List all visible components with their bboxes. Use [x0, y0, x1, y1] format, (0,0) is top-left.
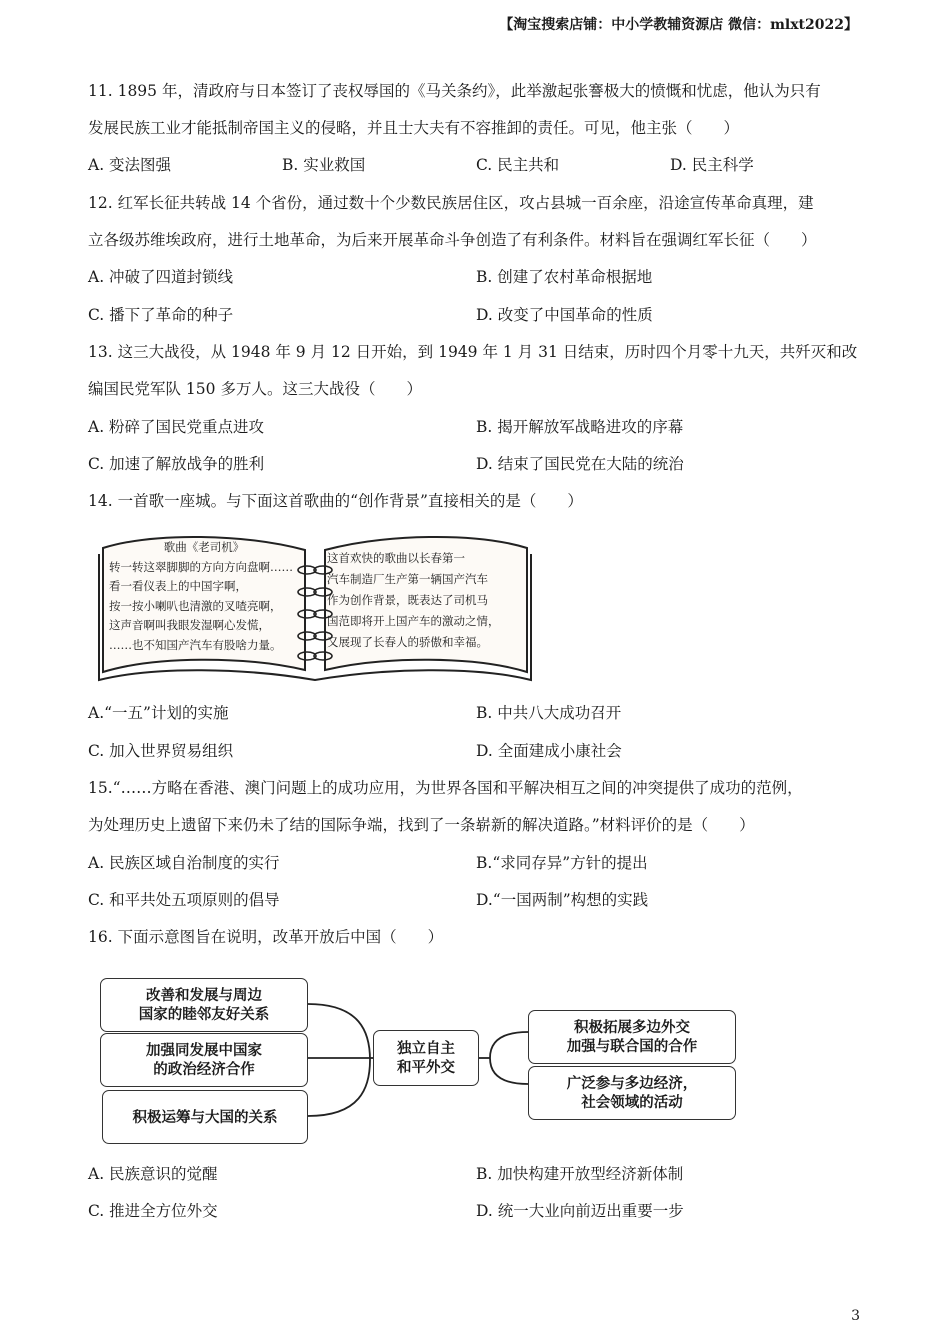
q11-option-c: C. 民主共和	[476, 156, 560, 174]
box-text: 和平外交	[397, 1059, 455, 1076]
q14-option-b: B. 中共八大成功召开	[476, 704, 622, 722]
q16-option-b: B. 加快构建开放型经济新体制	[476, 1165, 684, 1183]
book-left-page	[109, 538, 299, 655]
q12-option-b: B. 创建了农村革命根据地	[476, 268, 653, 286]
q13-option-a: A. 粉碎了国民党重点进攻	[88, 418, 265, 436]
q16-option-c: C. 推进全方位外交	[88, 1202, 218, 1220]
q16-option-d: D. 统一大业向前迈出重要一步	[476, 1202, 684, 1220]
q14-option-d: D. 全面建成小康社会	[476, 742, 622, 760]
q13-stem-line2: 编国民党军队 150 多万人。这三大战役（ ）	[88, 380, 422, 398]
q14-stem: 14. 一首歌一座城。与下面这首歌曲的“创作背景”直接相关的是（ ）	[88, 492, 583, 510]
q16-option-a: A. 民族意识的觉醒	[88, 1165, 218, 1183]
q14-option-a: A.“一五”计划的实施	[88, 704, 229, 722]
open-book-figure	[95, 530, 535, 685]
lyric-line: 按一按小喇叭也清激的叉喳亮啊，	[109, 598, 282, 613]
q11-option-b: B. 实业救国	[282, 156, 366, 174]
box-text: 改善和发展与周边	[146, 987, 262, 1004]
box-text: 广泛参与多边经济，	[566, 1075, 698, 1092]
q11-stem-line1: 11. 1895 年，清政府与日本签订了丧权辱国的《马关条约》，此举激起张謇极大的愤慨和忧虑，他认为只有	[88, 82, 821, 100]
q11-option-d: D. 民主科学	[670, 156, 754, 174]
box-multilateral-economy	[528, 1066, 736, 1120]
box-text: 加强同发展中国家	[146, 1042, 262, 1059]
page-header: 【淘宝搜索店铺：中小学教辅资源店 微信：mlxt2022】	[499, 17, 858, 33]
box-text: 国家的睦邻友好关系	[138, 1006, 270, 1023]
q12-stem-line1: 12. 红军长征共转战 14 个省份，通过数十个少数民族居住区，攻占县城一百余座，沿途宣传革命真理，建	[88, 194, 814, 212]
q15-option-b: B.“求同存异”方针的提出	[476, 854, 648, 872]
q15-stem-line1: 15.“……方略在香港、澳门问题上的成功应用，为世界各国和平解决相互之间的冲突提供了成功的范例，	[88, 779, 803, 797]
q16-stem: 16. 下面示意图旨在说明，改革开放后中国（ ）	[88, 928, 444, 946]
q15-option-c: C. 和平共处五项原则的倡导	[88, 891, 280, 909]
q11-option-a: A. 变法图强	[88, 156, 172, 174]
q12-stem-line2: 立各级苏维埃政府，进行土地革命，为后来开展革命斗争创造了有利条件。材料旨在强调红军长征（ ）	[88, 231, 817, 249]
box-text: 社会领域的活动	[581, 1094, 683, 1111]
box-neighbor-relations	[100, 978, 308, 1032]
lyric-line: 这声音啊叫我眼发湿啊心发慌，	[109, 618, 270, 632]
q13-option-c: C. 加速了解放战争的胜利	[88, 455, 265, 473]
q13-stem-line1: 13. 这三大战役，从 1948 年 9 月 12 日开始，到 1949 年 1 月 31 日结束，历时四个月零十九天，共歼灭和改	[88, 343, 858, 361]
q15-option-a: A. 民族区域自治制度的实行	[88, 854, 280, 872]
lyric-line: 看一看仪表上的中国字啊，	[109, 579, 247, 593]
box-independent-peaceful-diplomacy	[373, 1030, 479, 1086]
box-text: 独立自主	[397, 1040, 455, 1057]
q12-option-d: D. 改变了中国革命的性质	[476, 306, 653, 324]
background-line: 这首欢快的歌曲以长春第一	[327, 551, 465, 565]
q13-option-b: B. 揭开解放军战略进攻的序幕	[476, 418, 684, 436]
lyric-line: ……也不知国产汽车有股啥力量。	[109, 637, 282, 652]
q12-option-a: A. 冲破了四道封锁线	[88, 268, 234, 286]
page-number: 3	[851, 1308, 860, 1324]
song-title: 歌曲《老司机》	[163, 540, 245, 554]
box-text: 的政治经济合作	[153, 1061, 255, 1078]
box-text: 积极拓展多边外交	[574, 1019, 690, 1036]
box-developing-countries	[100, 1033, 308, 1087]
q12-option-c: C. 播下了革命的种子	[88, 306, 234, 324]
q15-option-d: D.“一国两制”构想的实践	[476, 891, 649, 909]
background-line: 汽车制造厂生产第一辆国产汽车	[327, 572, 488, 586]
lyric-line: 转一转这翠脚脚的方向方向盘啊……	[109, 559, 293, 574]
book-right-page	[327, 548, 522, 653]
box-text: 加强与联合国的合作	[566, 1038, 698, 1055]
box-multilateral-diplomacy	[528, 1010, 736, 1064]
background-line: 国范即将开上国产车的激动之情，	[327, 614, 500, 628]
box-text: 积极运筹与大国的关系	[132, 1108, 278, 1126]
background-line: 作为创作背景，既表达了司机马	[327, 593, 488, 607]
foreign-policy-diagram	[98, 972, 743, 1147]
q13-option-d: D. 结束了国民党在大陆的统治	[476, 455, 684, 473]
background-line: 又展现了长春人的骄傲和幸福。	[327, 635, 488, 649]
q11-stem-line2: 发展民族工业才能抵制帝国主义的侵略，并且士大夫有不容推卸的责任。可见，他主张（ ）	[88, 119, 740, 137]
q15-stem-line2: 为处理历史上遗留下来仍未了结的国际争端，找到了一条崭新的解决道路。”材料评价的是（ ）	[88, 816, 755, 834]
box-major-powers	[102, 1090, 308, 1144]
q14-option-c: C. 加入世界贸易组织	[88, 742, 234, 760]
